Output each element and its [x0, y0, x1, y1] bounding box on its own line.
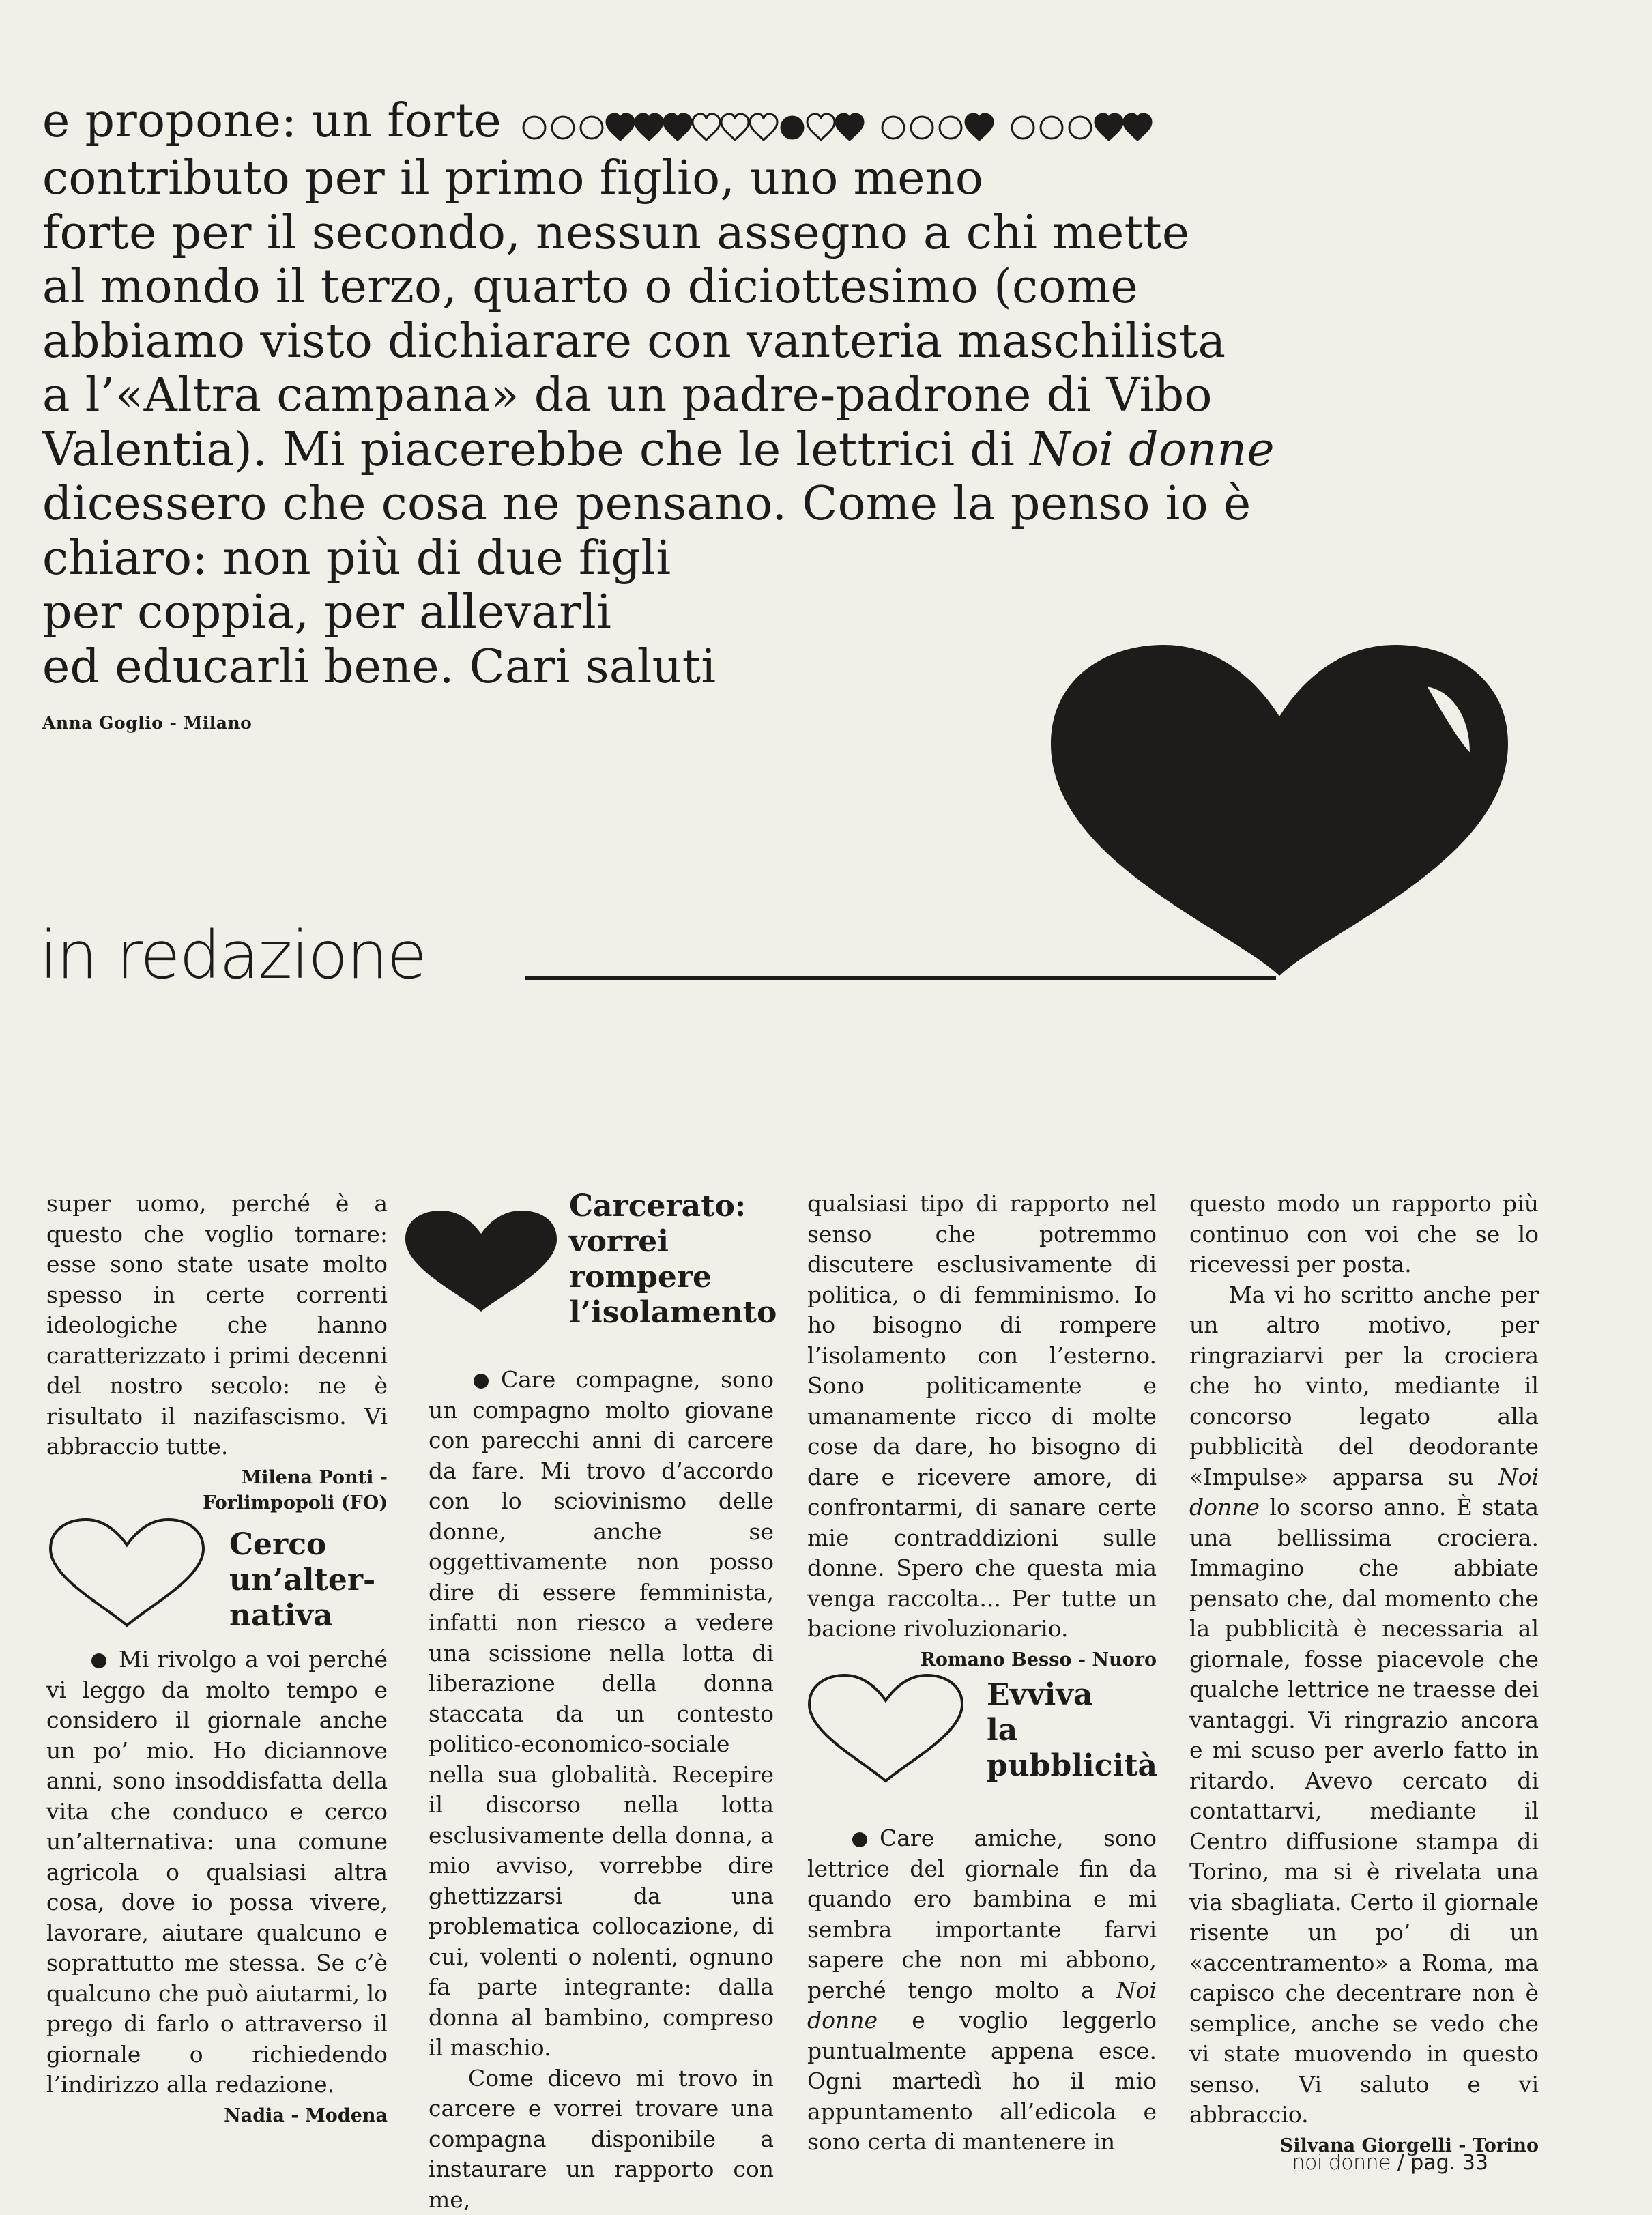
dot-icon	[581, 117, 603, 139]
headline-carcerato	[569, 1189, 777, 1331]
top-letter-line-9: chiaro: non più di due figli	[42, 532, 1339, 586]
top-letter-line-5: abbiamo visto dichiarare con vanteria maschilista	[42, 315, 1339, 369]
column-3	[807, 1189, 1157, 1673]
top-letter-line-6: a l’«Altra campana» da un padre-padrone di Vibo	[42, 368, 1339, 423]
heart-outline-icon	[721, 114, 749, 140]
headline-line: nativa	[229, 1598, 375, 1634]
headline-line: Cerco	[229, 1527, 375, 1563]
headline-cerco	[229, 1527, 375, 1634]
top-letter-line-11: ed educarli bene. Cari saluti	[42, 640, 1339, 695]
headline-line: vorrei	[569, 1224, 777, 1260]
column-3-letter	[807, 1823, 1157, 2158]
headline-line: pubblicità	[987, 1748, 1157, 1784]
letter-body: Ma vi ho scritto anche per un altro motivo, per ringraziarvi per la crociera che ho vinto, mediante il concorso legato alla pubblicità del deodorante «Impulse» apparsa su	[1189, 1282, 1539, 1490]
headline-line: la	[987, 1713, 1157, 1748]
heart-filled-icon	[635, 114, 663, 140]
letter-body: Care amiche, sono lettrice del giornale fin da quando ero bambina e mi sembra importante farvi sapere che non mi abbono, perché tengo molto a	[807, 1825, 1157, 2003]
signature: Romano Besso - Nuoro	[807, 1647, 1157, 1673]
column-4	[1189, 1189, 1539, 2158]
letter-body: questo modo un rapporto più continuo con voi che se lo ricevessi per posta.	[1189, 1189, 1539, 1280]
dot-icon	[552, 117, 574, 139]
page-number: pag. 33	[1410, 2151, 1488, 2175]
dot-icon	[1012, 117, 1034, 139]
letter-body: Care compagne, sono un compagno molto giovane con parecchi anni di carcere da fare. Mi trovo d’accordo con lo sciovinismo delle donne, anche se oggettivamente non posso dire di essere femminista, infatti non riesco a vedere una scissione nella lotta di liberazione della donna staccata da un contesto politico-economico-sociale nella sua globalità. Recepire il discorso nella lotta esclusivamente della donna, a mio avviso, vorrebbe dire ghettizzarsi da una problematica collocazione, di cui, volenti o nolenti, ognuno fa parte integrante: dalla donna al bambino, compreso il maschio.	[429, 1366, 774, 2061]
page-footer	[1292, 2151, 1488, 2175]
headline-line: Carcerato:	[569, 1189, 777, 1224]
signature-line: Forlimpopoli (FO)	[203, 1492, 388, 1514]
column-1	[46, 1189, 388, 1516]
top-letter-line-10: per coppia, per allevarli	[42, 585, 1339, 640]
heart-outline-icon	[750, 114, 777, 140]
footer-separator: /	[1397, 2151, 1404, 2175]
dot-icon	[781, 117, 803, 139]
top-letter-line-2: contributo per il primo figlio, uno meno	[42, 151, 1339, 206]
heart-filled-icon	[664, 114, 691, 140]
dot-icon	[940, 117, 961, 139]
heart-outline-icon	[693, 114, 720, 140]
top-letter-line-8: dicessero che cosa ne pensano. Come la penso io è	[42, 477, 1339, 532]
heart-row-icon	[519, 98, 1447, 152]
letter-ending: super uomo, perché è a questo che voglio tornare: esse sono state usate molto spesso in certe correnti ideologiche che hanno caratterizzato i primi decenni del nostro secolo: ne è risultato il nazifascismo. Vi abbraccio tutte.	[46, 1189, 388, 1462]
column-2	[429, 1365, 774, 2215]
top-letter-line-3: forte per il secondo, nessun assegno a chi mette	[42, 206, 1339, 261]
heart-filled-icon	[403, 1208, 560, 1317]
letter-body: Mi rivolgo a voi perché vi leggo da molto tempo e considero il giornale anche un po’ mio. Ho diciannove anni, sono insoddisfatta della vita che conduco e cerco un’alternativa: una comune agricola o qualsiasi altra cosa, dove io possa vivere, lavorare, aiutare qualcuno e soprattutto me stessa. Se c’è qualcuno che può aiutarmi, lo prego di farlo o attraverso il giornale o richiedendo l’indirizzo alla redazione.	[46, 1646, 388, 2098]
top-letter-text: e propone: un forte	[42, 94, 502, 148]
bullet-icon	[91, 1653, 106, 1668]
dot-icon	[911, 117, 933, 139]
heart-outline-icon	[804, 1672, 968, 1788]
heart-outline-icon	[45, 1516, 209, 1632]
magazine-name: Noi donne	[1189, 1464, 1539, 1521]
top-letter-line-4: al mondo il terzo, quarto o diciottesimo (come	[42, 260, 1339, 315]
headline-line: l’isolamento	[569, 1295, 777, 1331]
magazine-name: Noi donne	[807, 1977, 1157, 2034]
signature: Silvana Giorgelli - Torino	[1189, 2133, 1539, 2158]
letter-body: e voglio leggerlo puntualmente appena esce. Ogni martedì ho il mio appuntamento all’edicola e sono certa di mantenere in	[807, 2007, 1157, 2155]
dot-icon	[1041, 117, 1062, 139]
section-title: in redazione	[40, 923, 426, 988]
heart-outline-icon	[807, 114, 835, 140]
letter-body: Come dicevo mi trovo in carcere e vorrei trovare una compagna disponibile a instaurare un rapporto con me,	[429, 2064, 774, 2215]
letter-body: qualsiasi tipo di rapporto nel senso che potremmo discutere esclusivamente di politica, o di femminismo. Io ho bisogno di rompere l’isolamento con l’esterno. Sono politicamente e umanamente ricco di molte cose da dare, ho bisogno di dare e ricevere amore, di confrontarmi, di sanare certe mie contraddizioni sulle donne. Spero che questa mia venga raccolta... Per tutte un bacione rivoluzionario.	[807, 1189, 1157, 1645]
top-letter-line-1	[42, 94, 1339, 151]
bullet-icon	[852, 1832, 867, 1847]
bullet-icon	[474, 1374, 489, 1389]
signature: Nadia - Modena	[46, 2103, 388, 2128]
magazine-name: Noi donne	[1030, 423, 1275, 477]
heart-filled-icon	[607, 114, 634, 140]
heart-filled-icon	[836, 114, 863, 140]
heart-filled-icon	[1124, 114, 1151, 140]
headline-line: Evviva	[987, 1677, 1157, 1713]
column-1-letter	[46, 1645, 388, 2128]
signature-line: Milena Ponti -	[241, 1467, 388, 1488]
signature	[46, 1465, 388, 1516]
top-letter-text: Valentia). Mi piacerebbe che le lettrici di	[42, 423, 1015, 477]
headline-evviva	[987, 1677, 1157, 1784]
dot-icon	[1069, 117, 1091, 139]
letter-body: lo scorso anno. È stata una bellissima crociera. Immagino che abbiate pensato che, dal momento che la pubblicità è necessaria al giornale, fosse piacevole che qualche lettrice ne traesse dei vantaggi. Vi ringrazio ancora e mi scuso per averlo fatto in ritardo. Avevo cercato di contattarvi, mediante il Centro diffusione stampa di Torino, ma si è rivelata una via sbagliata. Certo il giornale risente un po’ di un «accentramento» a Roma, ma capisco che decentrare non è semplice, anche se vedo che vi state muovendo in questo senso. Vi saluto e vi abbraccio.	[1189, 1494, 1539, 2128]
heart-filled-icon	[966, 114, 993, 140]
dot-icon	[523, 117, 545, 139]
large-heart-illustration	[519, 614, 1542, 996]
top-letter-line-7	[42, 423, 1339, 478]
top-letter-signature: Anna Goglio - Milano	[42, 713, 1339, 733]
headline-line: un’alter-	[229, 1563, 375, 1598]
magazine-brand: noi donne	[1292, 2151, 1391, 2175]
headline-line: rompere	[569, 1260, 777, 1295]
dot-icon	[882, 117, 904, 139]
heart-filled-icon	[1095, 114, 1122, 140]
